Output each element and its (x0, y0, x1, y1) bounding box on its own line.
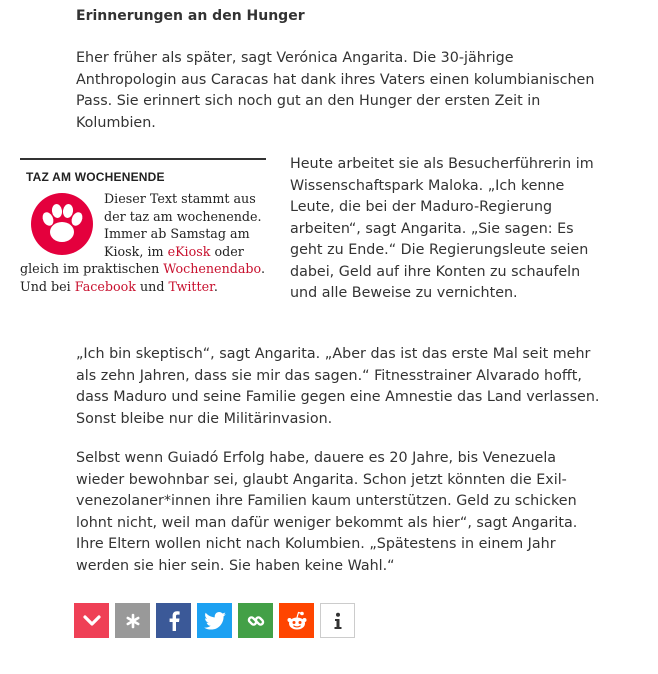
info-icon (333, 612, 343, 630)
facebook-share-button[interactable] (156, 603, 191, 638)
diaspora-share-button[interactable] (115, 603, 150, 638)
paragraph: „Ich bin skeptisch“, sagt Angarita. „Aber das ist das erste Mal seit mehr als zehn Jahren, dass sie mir das sagen.“ Fitnesstrainer Alvarado hofft, dass Maduro und seine Familie gegen eine Amnestie das Land verlassen. Sonst bleibe nur die Militärinvasion. (76, 346, 600, 427)
infobox-text-1: Dieser Text stammt aus der taz am wochenende. Immer ab Samstag am Kiosk, im (104, 191, 262, 259)
infobox-text-4: und (135, 278, 169, 294)
article-subhead: Erinnerungen an den Hunger (76, 8, 305, 24)
reddit-share-button[interactable] (279, 603, 314, 638)
reddit-icon (286, 611, 308, 631)
infobox-text (20, 190, 266, 295)
pocket-icon (82, 614, 102, 628)
taz-wochenende-infobox (20, 158, 266, 295)
twitter-link[interactable]: Twitter (168, 278, 214, 294)
ekiosk-link[interactable]: eKiosk (167, 243, 211, 259)
asterisk-icon (125, 613, 141, 629)
paragraph: Eher früher als später, sagt Verónica Angarita. Die 30-jährige Anthropologin aus Caracas hat dank ihres Vaters einen kolumbianischen Pass. Sie erinnert sich noch gut an den Hunger der ersten Zeit in Kolumbien. (76, 50, 595, 131)
twitter-icon (204, 612, 226, 630)
paragraph: Selbst wenn Guiadó Erfolg habe, dauere es 20 Jahre, bis Venezuela wieder bewohnbar sei, glaubt Angarita. Schon jetzt könnten die Exil-venezolaner*innen ihre Familien kaum unterstützen. Geld zu schicken lohnt nicht, weil man dafür weniger bekommt als hier“, sagt Angarita. Ihre Eltern wollen nicht nach Kolumbien. „Spätestens in einem Jahr werden sie hier sein. Sie haben keine Wahl.“ (76, 450, 578, 574)
facebook-icon (168, 611, 180, 631)
paragraph: Heute arbeitet sie als Besucherführerin im Wissenschaftspark Maloka. „Ich kenne Leute, die bei der Maduro-Regierung arbeiten“, sagt Angarita. „Sie sagen: Es geht zu Ende.“ Die Regierungsleute seien dabei, Geld auf ihre Konten zu schaufeln und alle Beweise zu vernichten. (290, 156, 594, 301)
twitter-share-button[interactable] (197, 603, 232, 638)
pocket-share-button[interactable] (74, 603, 109, 638)
share-info-button[interactable] (320, 603, 355, 638)
infobox-text-2: oder gleich im praktischen (20, 243, 244, 276)
wochenendabo-link[interactable]: Wochenendabo (163, 261, 261, 276)
share-bar (74, 603, 355, 638)
copy-link-button[interactable] (238, 603, 273, 638)
infobox-title: TAZ AM WOCHENENDE (26, 170, 165, 184)
infobox-text-3: . Und bei (20, 261, 266, 294)
paw-icon (30, 192, 94, 256)
facebook-link[interactable]: Facebook (74, 278, 136, 294)
infobox-text-5: . (213, 278, 218, 294)
link-icon (247, 612, 265, 630)
